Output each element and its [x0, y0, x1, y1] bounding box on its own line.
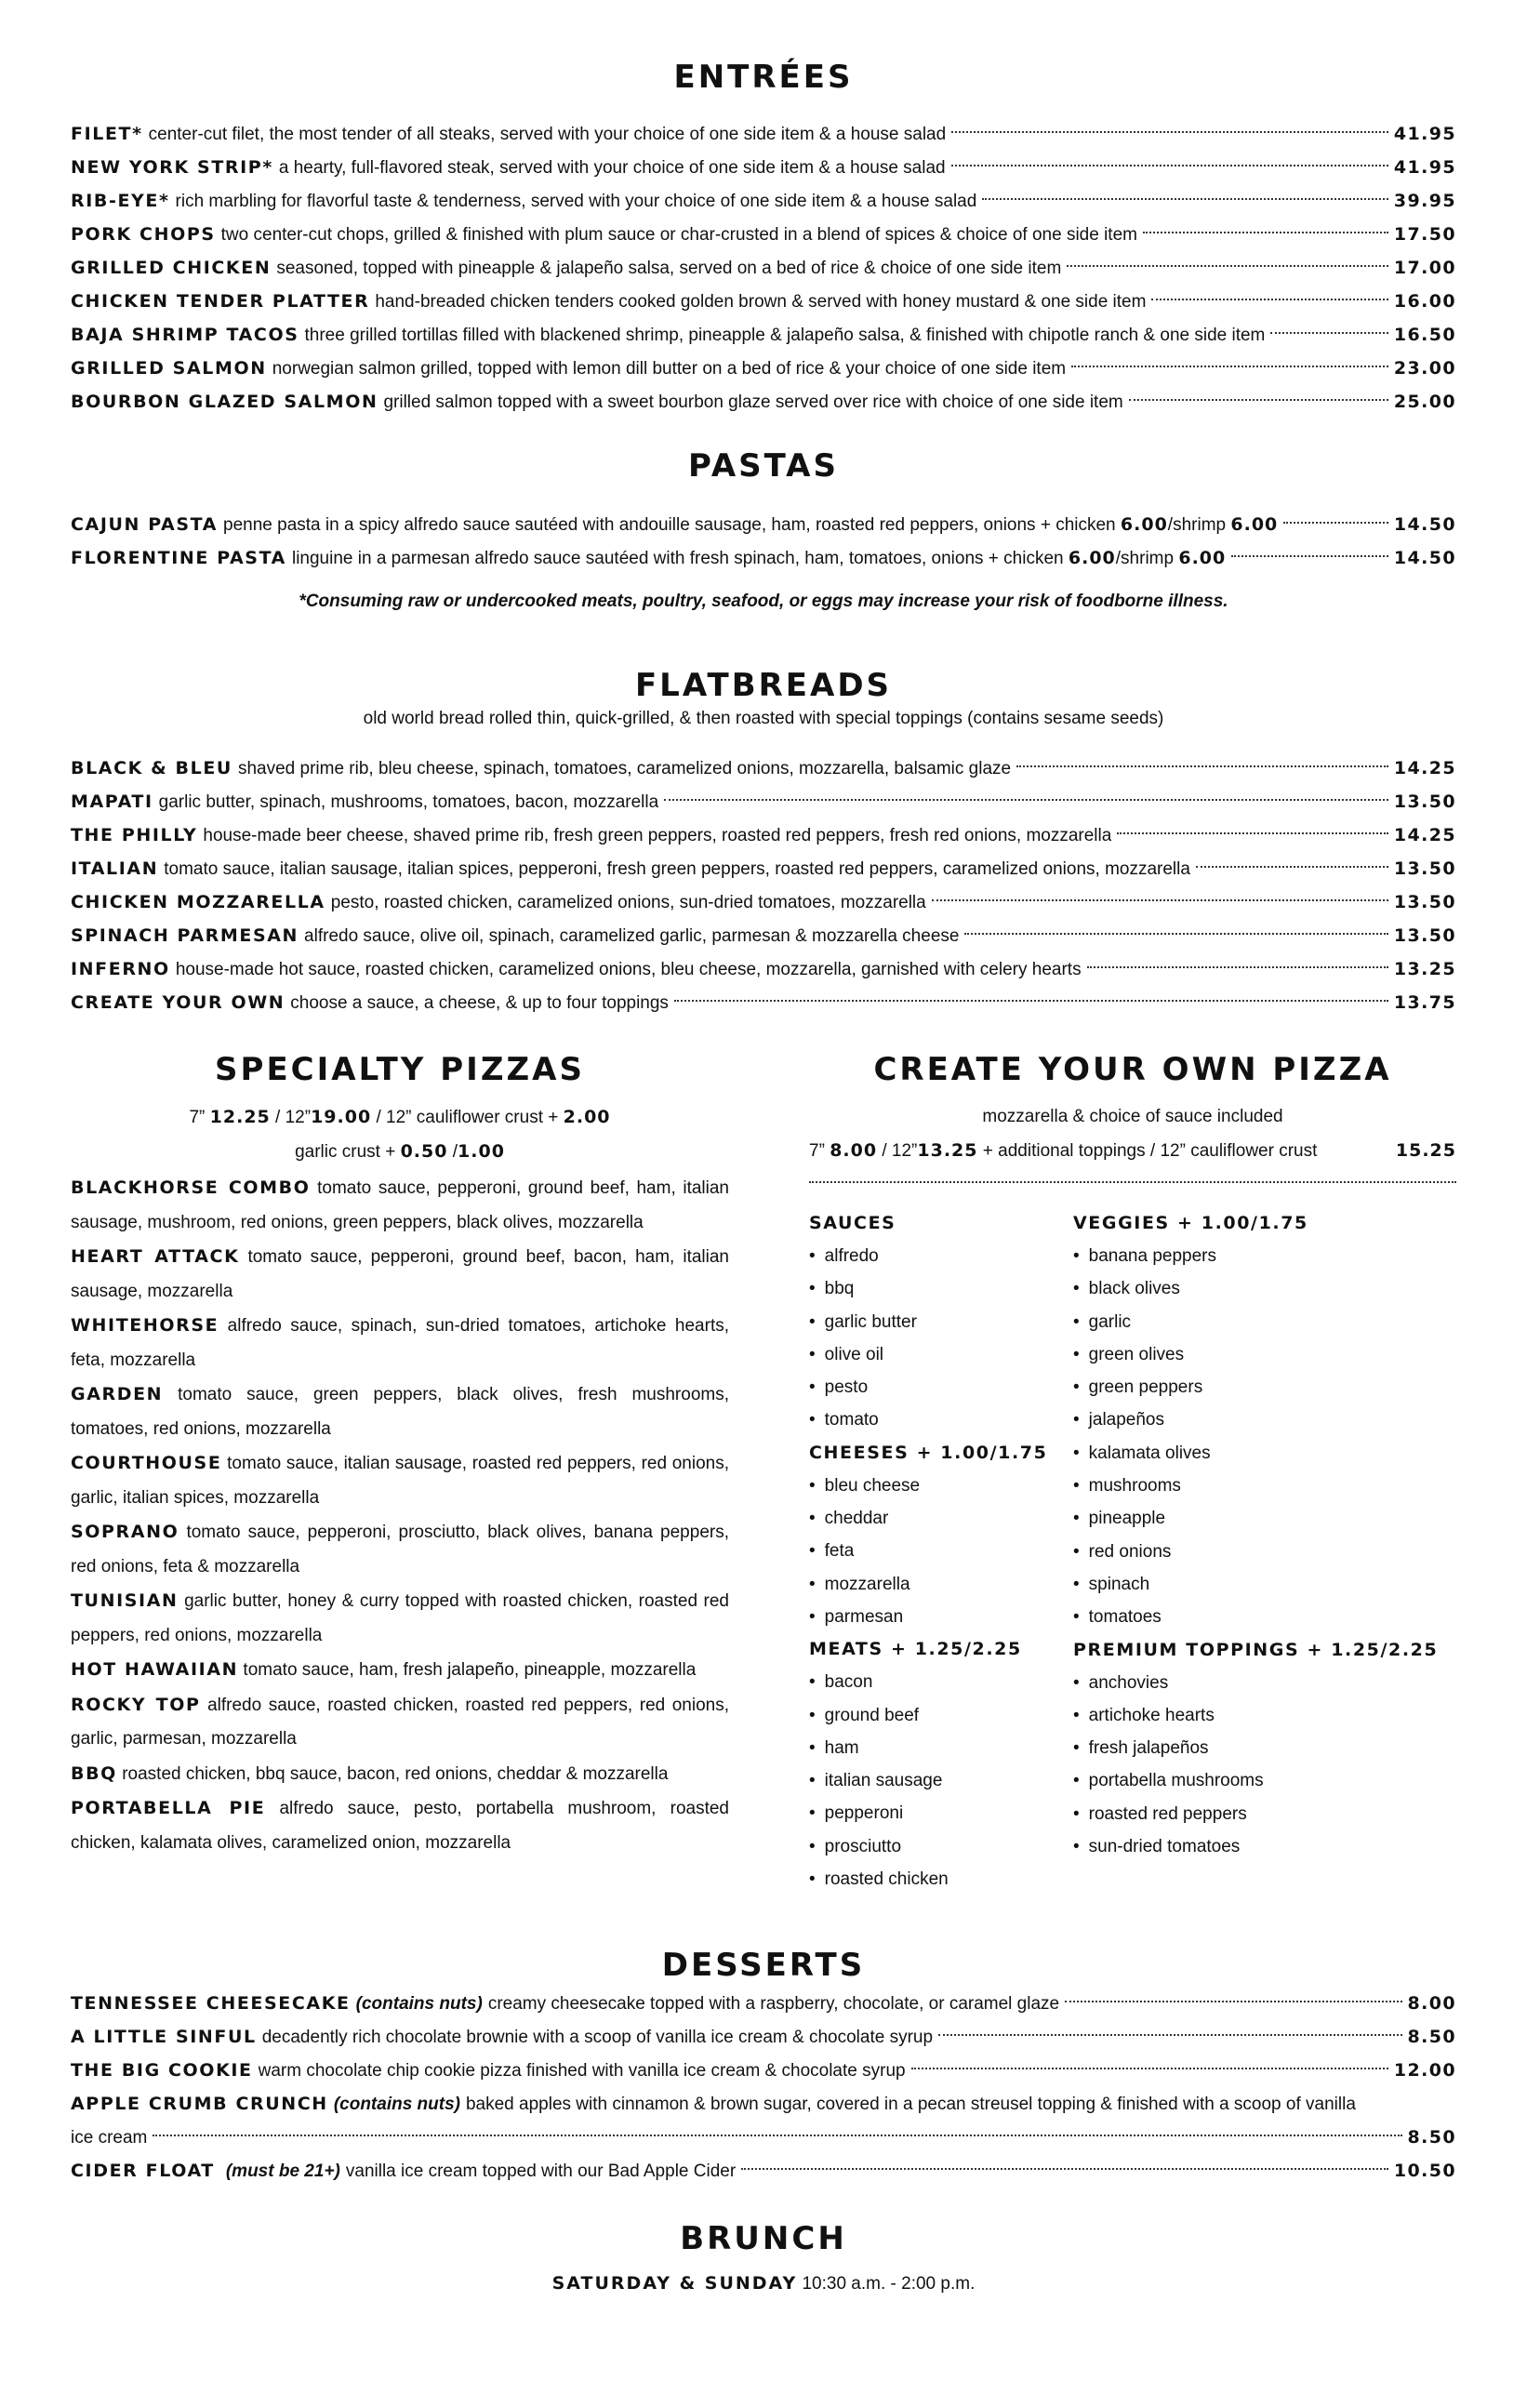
list-item: BAJA SHRIMP TACOS three grilled tortillas filled with blackened shrimp, pineapple & jalapeño salsa, & finished with chipotle ranch & one side item 16.50 — [71, 325, 1456, 345]
list-item: CHICKEN TENDER PLATTER hand-breaded chicken tenders cooked golden brown & served with honey mustard & one side item 16.00 — [71, 291, 1456, 312]
list-item: WHITEHORSE alfredo sauce, spinach, sun-dried tomatoes, artichoke hearts, feta, mozzarella — [71, 1315, 729, 1370]
list-item: • green peppers — [1073, 1371, 1456, 1403]
pastas-title: PASTAS — [688, 447, 839, 485]
list-item: CHICKEN MOZZARELLA pesto, roasted chicken, caramelized onions, sun-dried tomatoes, mozzarella 13.50 — [71, 892, 1456, 912]
list-item: SOPRANO tomato sauce, pepperoni, prosciutto, black olives, banana peppers, red onions, feta & mozzarella — [71, 1522, 729, 1576]
list-item: • ground beef — [809, 1699, 1069, 1732]
list-item: PORTABELLA PIE alfredo sauce, pesto, portabella mushroom, roasted chicken, kalamata olives, caramelized onion, mozzarella — [71, 1798, 730, 1853]
list-item: • kalamata olives — [1073, 1437, 1456, 1470]
list-item: NEW YORK STRIP* a hearty, full-flavored steak, served with your choice of one side item & a house salad 41.95 — [71, 157, 1456, 178]
toppings-category-title: SAUCES — [809, 1213, 896, 1233]
list-item: • jalapeños — [1073, 1403, 1456, 1436]
list-item: ROCKY TOP alfredo sauce, roasted chicken, roasted red peppers, red onions, garlic, parmesan, mozzarella — [71, 1694, 730, 1749]
create-your-own-title: CREATE YOUR OWN PIZZA — [873, 1051, 1392, 1088]
list-item: • prosciutto — [809, 1830, 1069, 1863]
list-item: • cheddar — [809, 1502, 1069, 1535]
list-item: • garlic — [1073, 1306, 1456, 1338]
list-item: • roasted chicken — [809, 1863, 1069, 1895]
list-item: GRILLED CHICKEN seasoned, topped with pineapple & jalapeño salsa, served on a bed of rice & choice of one side item 17.00 — [71, 258, 1456, 278]
list-item: • black olives — [1073, 1272, 1456, 1305]
cyo-right-column — [1073, 1207, 1456, 1863]
specialty-pizzas-column — [71, 1051, 730, 1860]
list-item: COURTHOUSE tomato sauce, italian sausage, roasted red peppers, red onions, garlic, italian spices, mozzarella — [71, 1453, 729, 1508]
list-item: BOURBON GLAZED SALMON grilled salmon topped with a sweet bourbon glaze served over rice with choice of one side item 25.00 — [71, 392, 1456, 412]
desserts-title: DESSERTS — [661, 1947, 866, 1984]
list-item: • olive oil — [809, 1338, 1069, 1371]
list-item: • tomato — [809, 1403, 1069, 1436]
specialty-price-line: 7” 12.25 / 12”19.00 / 12” cauliflower crust + 2.00 — [189, 1107, 611, 1127]
toppings-category-title: PREMIUM TOPPINGS + 1.25/2.25 — [1073, 1639, 1439, 1660]
specialty-pizzas-title: SPECIALTY PIZZAS — [215, 1051, 585, 1088]
desserts-list — [71, 1987, 1456, 2188]
list-item: TENNESSEE CHEESECAKE (contains nuts) creamy cheesecake topped with a raspberry, chocolate, or caramel glaze 8.00 — [71, 1993, 1456, 2014]
garlic-crust-line: garlic crust + 0.50 /1.00 — [295, 1141, 505, 1162]
list-item: GARDEN tomato sauce, green peppers, black olives, fresh mushrooms, tomatoes, red onions, mozzarella — [71, 1384, 729, 1439]
list-item: BLACK & BLEU shaved prime rib, bleu cheese, spinach, tomatoes, caramelized onions, mozzarella, balsamic glaze 14.25 — [71, 758, 1456, 778]
cyo-left-column — [809, 1207, 1069, 1895]
list-item: • bleu cheese — [809, 1470, 1069, 1502]
list-item: FLORENTINE PASTA linguine in a parmesan alfredo sauce sautéed with fresh spinach, ham, tomatoes, onions + chicken 6.00/shrimp 6.00 14.50 — [71, 548, 1456, 568]
list-item: • bbq — [809, 1272, 1069, 1305]
toppings-category-title: VEGGIES + 1.00/1.75 — [1073, 1213, 1308, 1233]
list-item: • banana peppers — [1073, 1240, 1456, 1272]
list-item: GRILLED SALMON norwegian salmon grilled, topped with lemon dill butter on a bed of rice & your choice of one side item 23.00 — [71, 358, 1456, 379]
flatbreads-subtitle: old world bread rolled thin, quick-grilled, & then roasted with special toppings (contains sesame seeds) — [363, 709, 1164, 728]
pastas-list — [71, 508, 1456, 575]
list-item: • parmesan — [809, 1601, 1069, 1633]
list-item: • tomatoes — [1073, 1601, 1456, 1633]
cyo-price-line: 7” 8.00 / 12”13.25 + additional toppings / 12” cauliflower crust 15.25 — [809, 1140, 1456, 1161]
list-item: • mozzarella — [809, 1568, 1069, 1601]
list-item: • pepperoni — [809, 1797, 1069, 1829]
flatbreads-title: FLATBREADS — [634, 667, 893, 704]
list-item: • italian sausage — [809, 1764, 1069, 1797]
list-item: • ham — [809, 1732, 1069, 1764]
list-item: FILET* center-cut filet, the most tender of all steaks, served with your choice of one side item & a house salad 41.95 — [71, 124, 1456, 144]
list-item: • feta — [809, 1535, 1069, 1567]
flatbreads-list — [71, 752, 1456, 1019]
list-item: HEART ATTACK tomato sauce, pepperoni, ground beef, bacon, ham, italian sausage, mozzarella — [71, 1246, 729, 1301]
list-item: • red onions — [1073, 1536, 1456, 1568]
entrees-list — [71, 117, 1456, 419]
list-item: A LITTLE SINFUL decadently rich chocolate brownie with a scoop of vanilla ice cream & chocolate syrup 8.50 — [71, 2027, 1456, 2047]
toppings-category-title: CHEESES + 1.00/1.75 — [809, 1442, 1048, 1463]
list-item: • fresh jalapeños — [1073, 1732, 1456, 1764]
list-item: BBQ roasted chicken, bbq sauce, bacon, red onions, cheddar & mozzarella — [71, 1762, 669, 1784]
list-item: • garlic butter — [809, 1306, 1069, 1338]
list-item: BLACKHORSE COMBO tomato sauce, pepperoni, ground beef, ham, italian sausage, mushroom, red onions, green peppers, black olives, mozzarella — [71, 1177, 729, 1232]
list-item: PORK CHOPS two center-cut chops, grilled & finished with plum sauce or char-crusted in a blend of spices & choice of one side item 17.50 — [71, 224, 1456, 245]
list-item: ITALIAN tomato sauce, italian sausage, italian spices, pepperoni, fresh green peppers, roasted red peppers, caramelized onions, mozzarella 13.50 — [71, 858, 1456, 879]
list-item: HOT HAWAIIAN tomato sauce, ham, fresh jalapeño, pineapple, mozzarella — [71, 1659, 697, 1680]
specialty-pizza-list — [71, 1171, 729, 1860]
list-item: • alfredo — [809, 1240, 1069, 1272]
create-your-own-column — [809, 1051, 1456, 1895]
list-item: SPINACH PARMESAN alfredo sauce, olive oil, spinach, caramelized garlic, parmesan & mozzarella cheese 13.50 — [71, 925, 1456, 946]
entrees-title: ENTRÉES — [673, 59, 854, 96]
list-item: MAPATI garlic butter, spinach, mushrooms, tomatoes, bacon, mozzarella 13.50 — [71, 791, 1456, 812]
list-item: INFERNO house-made hot sauce, roasted chicken, caramelized onions, bleu cheese, mozzarella, garnished with celery hearts 13.25 — [71, 959, 1456, 979]
cyo-topping-columns — [809, 1207, 1456, 1895]
list-item: • spinach — [1073, 1568, 1456, 1601]
list-item: • portabella mushrooms — [1073, 1764, 1456, 1797]
list-item: THE PHILLY house-made beer cheese, shaved prime rib, fresh green peppers, roasted red peppers, fresh red onions, mozzarella 14.25 — [71, 825, 1456, 845]
list-item: • roasted red peppers — [1073, 1798, 1456, 1830]
toppings-category-title: MEATS + 1.25/2.25 — [809, 1639, 1022, 1660]
list-item: CIDER FLOAT (must be 21+) vanilla ice cream topped with our Bad Apple Cider 10.50 — [71, 2161, 1456, 2181]
list-item: CREATE YOUR OWN choose a sauce, a cheese, & up to four toppings 13.75 — [71, 992, 1456, 1013]
cyo-subtitle: mozzarella & choice of sauce included — [982, 1107, 1283, 1126]
list-item: • bacon — [809, 1666, 1069, 1698]
list-item: • artichoke hearts — [1073, 1699, 1456, 1732]
list-item: • sun-dried tomatoes — [1073, 1830, 1456, 1863]
list-item: • mushrooms — [1073, 1470, 1456, 1502]
list-item: RIB-EYE* rich marbling for flavorful taste & tenderness, served with your choice of one side item & a house salad 39.95 — [71, 191, 1456, 211]
cyo-divider — [809, 1181, 1456, 1183]
foodborne-note: *Consuming raw or undercooked meats, poultry, seafood, or eggs may increase your risk of foodborne illness. — [299, 592, 1228, 611]
list-item: CAJUN PASTA penne pasta in a spicy alfredo sauce sautéed with andouille sausage, ham, roasted red peppers, onions + chicken 6.00/shrimp 6.00 14.50 — [71, 514, 1456, 535]
list-item: APPLE CRUMB CRUNCH (contains nuts) baked apples with cinnamon & brown sugar, covered in a pecan streusel topping & finished with a scoop of vanilla — [71, 2094, 1356, 2114]
list-item: THE BIG COOKIE warm chocolate chip cookie pizza finished with vanilla ice cream & chocolate syrup 12.00 — [71, 2060, 1456, 2081]
list-item-continued: ice cream 8.50 — [71, 2127, 1456, 2148]
list-item: • green olives — [1073, 1338, 1456, 1371]
brunch-title: BRUNCH — [680, 2220, 847, 2257]
list-item: TUNISIAN garlic butter, honey & curry topped with roasted chicken, roasted red peppers, red onions, mozzarella — [71, 1590, 729, 1645]
list-item: • anchovies — [1073, 1667, 1456, 1699]
brunch-hours: SATURDAY & SUNDAY 10:30 a.m. - 2:00 p.m. — [551, 2273, 976, 2294]
list-item: • pineapple — [1073, 1502, 1456, 1535]
list-item: • pesto — [809, 1371, 1069, 1403]
